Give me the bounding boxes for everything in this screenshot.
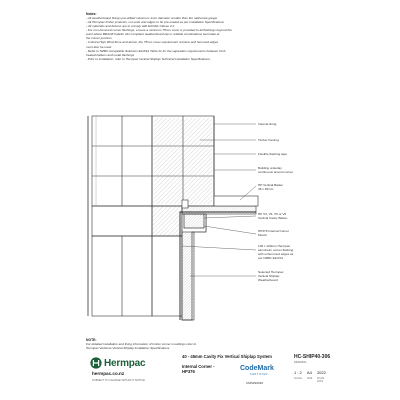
notes-title: Notes:	[86, 12, 97, 16]
drawing-subtitle: Internal Corner - HP376	[182, 364, 215, 374]
note-line: point where BRANZ bulletin 411 compliant weatherboard lap or reliable combinations terminate at	[86, 32, 220, 37]
brand-url[interactable]: hermpac.co.nz	[92, 371, 125, 376]
footnote-title: NOTE:	[86, 338, 97, 342]
note-line: treated battens and metal flashings	[86, 52, 135, 57]
note-line: - All weatherboard fixings pre-drilled maximum 1mm diameter smaller than the nail/screw gauge	[86, 16, 218, 21]
lower-framing	[92, 206, 182, 316]
scale-label: SCALE	[294, 377, 302, 380]
note-line: - All materials and fixtures are to comply with E2/AS1 Clause 2.2	[86, 24, 175, 29]
disclaimer: SUBJECT TO CHANGE WITHOUT NOTICE	[92, 379, 145, 382]
callout-flashing-tape: Flexible flashing tape	[258, 152, 288, 156]
size-label: SIZE	[307, 377, 313, 380]
codemark-certified: CERTIFIED	[250, 373, 268, 376]
note-line: the corner junction.	[86, 36, 113, 41]
callout-vertical-batten: HP Vertical Batten 45 x 45mm	[258, 183, 284, 192]
upper-framing	[92, 116, 214, 206]
callout-corner-flashing: 100 x 100mm Hermpac aluminium corner flashing with unhemmed edges as per NZBC E2/AS1	[258, 244, 294, 261]
drawing-label: DRAWING	[294, 361, 307, 364]
drawing-number: HC-SHIP40-306	[294, 354, 331, 360]
brand-name: Hermpac	[104, 358, 146, 369]
footnote	[86, 338, 326, 350]
hermpac-logo-icon	[90, 357, 102, 369]
note-line: - Refer to NZBC Acceptable Solutions E2/AS1 Table 21 for the separation requirements between CCA	[86, 48, 226, 53]
year-value: 2022	[316, 370, 326, 375]
codemark-logo: CodeMark	[240, 365, 274, 372]
note-line: - For non-hemmed corner flashings, ensure a minimum 75mm cover is provided to all flashings beyond the	[86, 28, 232, 33]
note-line: - In Extra High Wind Zone and above, the 75mm cover requirement remains and hemmed edges	[86, 40, 219, 45]
callout-internal-lining: Internal lining	[258, 122, 277, 126]
callout-weatherboard: Selected Hermpac Vertical Shiplap Weatherboard	[258, 270, 284, 283]
scale-value: 1 : 2	[294, 370, 302, 375]
callout-corner-mould: HP376 Internal Corner Mould	[258, 229, 289, 238]
footnote-line: For detailed installation and fixing information of timber corner mouldings refer to	[86, 342, 197, 347]
system-title: 40 - 45mm Cavity Fix Vertical Shiplap System	[182, 354, 272, 359]
note-line: - All Hermpac timber products, cut ends and edges to be pre-coated as per Installation Specifications	[86, 20, 224, 25]
size-value: A4	[306, 370, 312, 375]
title-block	[86, 352, 331, 386]
issue-label: ISSUE DATE	[317, 377, 325, 383]
callout-cavity-batten: HP V3, V4, V5 or V6 Vertical Cavity Batten	[258, 212, 288, 221]
footnote-line: Hermpac VertiLine Vertical Shiplap Installation Specifications.	[86, 346, 171, 351]
note-line: must also be used.	[86, 44, 112, 49]
drawing-meta	[294, 370, 330, 375]
callout-building-underlay: Building underlay continuous around corner	[258, 166, 294, 175]
note-line: - Prior to installation, refer to Hermpac Vertical Shiplap Technical Installation Specifications.	[86, 56, 211, 61]
codemark-number: CMNZ30036	[246, 381, 264, 385]
callout-timber-framing: Timber framing	[258, 138, 279, 142]
